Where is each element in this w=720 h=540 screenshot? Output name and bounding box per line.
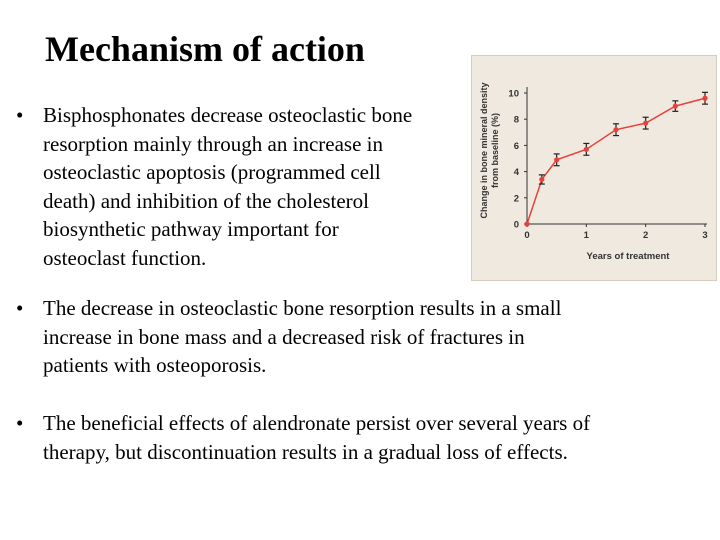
bullet-1-line-6: osteoclast function. xyxy=(43,245,207,270)
y-tick-label: 4 xyxy=(513,167,519,179)
x-tick-label: 2 xyxy=(643,230,649,241)
y-tick-label: 6 xyxy=(513,140,519,152)
bullet-2 xyxy=(16,294,656,380)
data-point xyxy=(554,157,559,162)
bullet-3-line-1: The beneficial effects of alendronate persist over several years of xyxy=(43,411,591,435)
y-axis-label: from baseline (%) xyxy=(490,112,500,189)
bullet-marker: • xyxy=(16,103,24,127)
y-axis-label: Change in bone mineral density xyxy=(479,82,489,219)
data-point xyxy=(702,96,707,101)
series-line xyxy=(527,98,705,224)
y-tick-label: 8 xyxy=(513,114,519,126)
x-axis-label: Years of treatment xyxy=(586,251,670,262)
bullet-3 xyxy=(16,409,696,466)
data-point xyxy=(613,127,618,132)
y-tick-label: 2 xyxy=(513,193,519,205)
bullet-1 xyxy=(16,101,476,272)
data-point xyxy=(524,221,529,226)
data-point xyxy=(643,121,648,126)
bullet-marker: • xyxy=(16,411,24,435)
bullet-1-line-3: osteoclastic apoptosis (programmed cell xyxy=(43,160,381,184)
x-tick-label: 1 xyxy=(583,230,589,241)
bmd-chart-svg xyxy=(472,56,718,282)
y-tick-label: 0 xyxy=(513,219,519,231)
bullet-1-line-4: death) and inhibition of the cholesterol xyxy=(43,188,369,213)
x-tick-label: 3 xyxy=(702,230,708,241)
y-tick-label: 10 xyxy=(508,88,519,100)
data-point xyxy=(673,104,678,109)
data-point xyxy=(539,177,544,182)
bullet-marker: • xyxy=(16,296,24,320)
bullet-1-line-1: Bisphosphonates decrease osteoclastic bone xyxy=(43,103,413,127)
bullet-2-line-3: patients with osteoporosis. xyxy=(43,353,267,377)
bullet-3-line-2: therapy, but discontinuation results in a gradual loss of effects. xyxy=(43,439,568,464)
bullet-1-line-2: resorption mainly through an increase in xyxy=(43,131,383,156)
bmd-chart xyxy=(471,55,717,281)
bullet-2-line-1: The decrease in osteoclastic bone resorption results in a small xyxy=(43,296,562,320)
x-tick-label: 0 xyxy=(524,230,530,241)
bullet-1-line-5: biosynthetic pathway important for xyxy=(43,217,339,241)
bullet-2-line-2: increase in bone mass and a decreased risk of fractures in xyxy=(43,324,525,349)
slide-title: Mechanism of action xyxy=(45,29,365,69)
data-point xyxy=(584,147,589,152)
